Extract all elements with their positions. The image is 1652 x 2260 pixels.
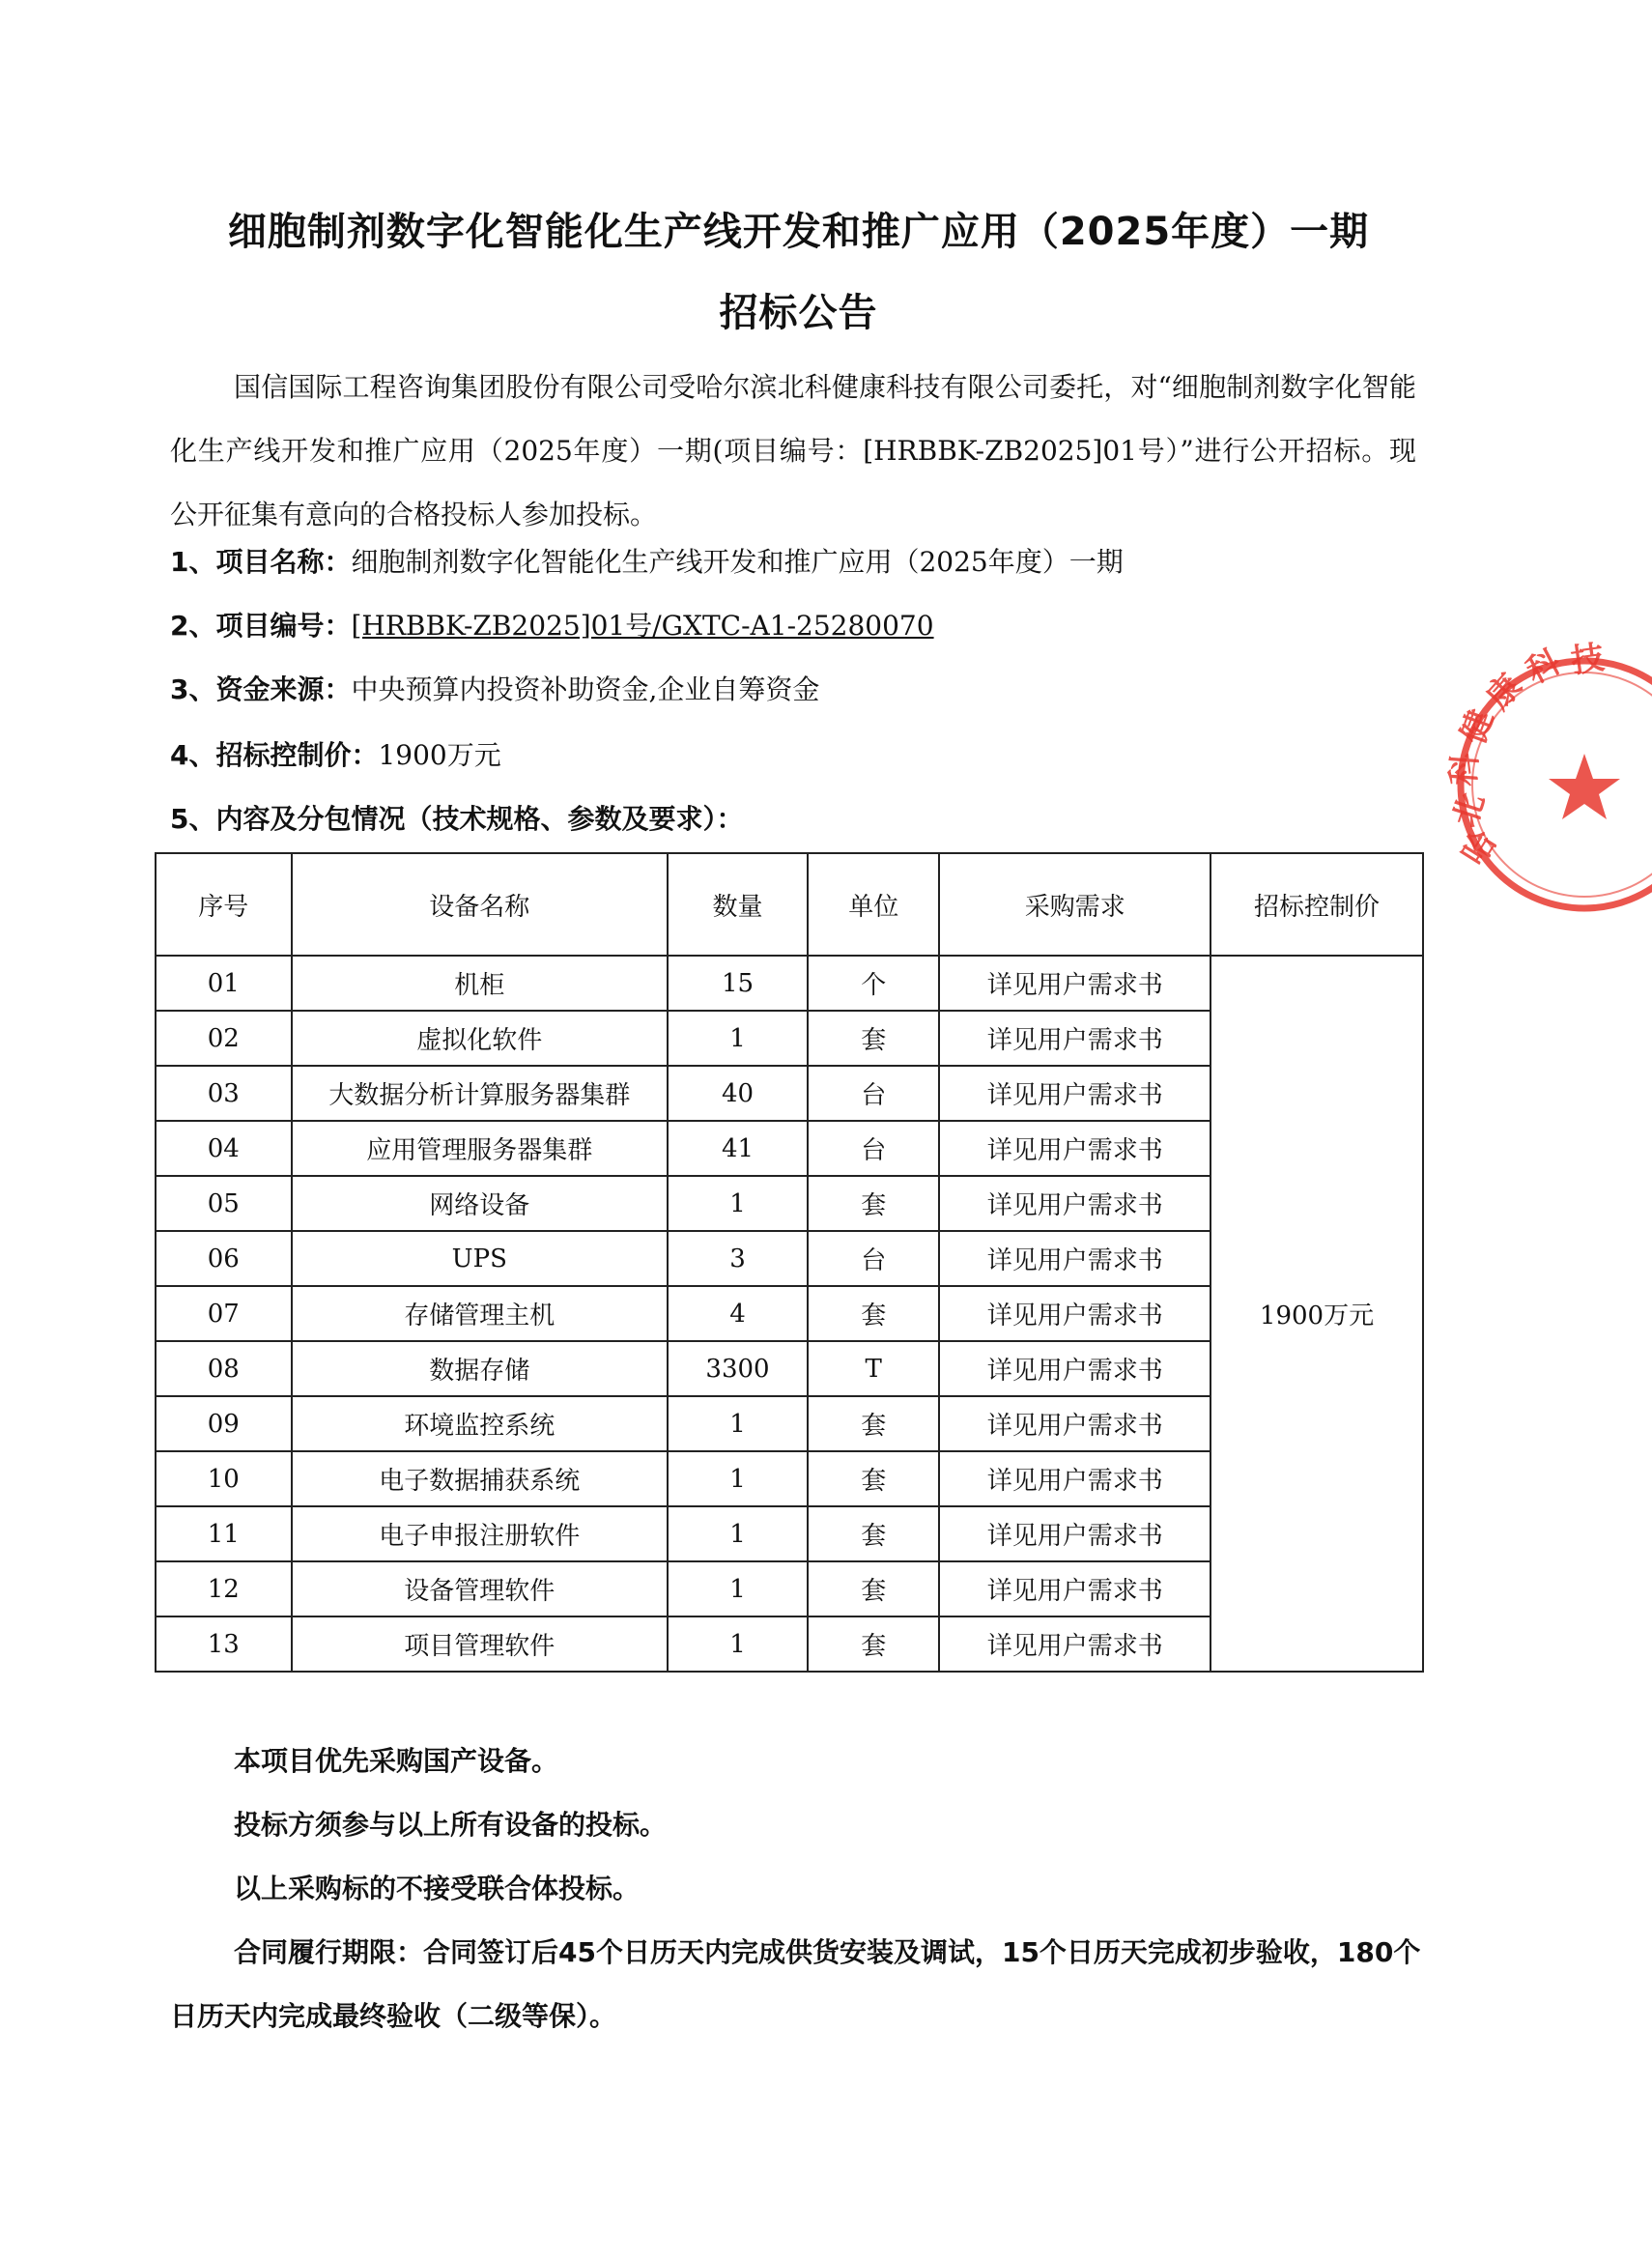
cell-name: 虚拟化软件 <box>292 1011 668 1066</box>
cell-qty: 1 <box>668 1011 808 1066</box>
cell-qty: 1 <box>668 1451 808 1506</box>
cell-name: 应用管理服务器集群 <box>292 1121 668 1176</box>
header-unit: 单位 <box>808 853 940 956</box>
cell-name: UPS <box>292 1231 668 1286</box>
cell-unit: T <box>808 1341 940 1396</box>
cell-requirement: 详见用户需求书 <box>939 1231 1211 1286</box>
cell-seq: 04 <box>156 1121 292 1176</box>
cell-requirement: 详见用户需求书 <box>939 1176 1211 1231</box>
cell-unit: 套 <box>808 1011 940 1066</box>
cell-requirement: 详见用户需求书 <box>939 1286 1211 1341</box>
company-seal-stamp <box>1439 640 1652 930</box>
cell-unit: 套 <box>808 1176 940 1231</box>
item-value: 细胞制剂数字化智能化生产线开发和推广应用（2025年度）一期 <box>351 546 1124 578</box>
cell-name: 存储管理主机 <box>292 1286 668 1341</box>
equipment-table <box>155 852 1424 1673</box>
svg-text:技: 技 <box>1568 638 1607 681</box>
cell-requirement: 详见用户需求书 <box>939 1121 1211 1176</box>
note-domestic-priority: 本项目优先采购国产设备。 <box>234 1745 559 1777</box>
cell-qty: 1 <box>668 1561 808 1616</box>
cell-unit: 套 <box>808 1286 940 1341</box>
table-header-row <box>156 853 1423 956</box>
cell-unit: 套 <box>808 1616 940 1672</box>
svg-text:哈: 哈 <box>1454 823 1505 873</box>
cell-seq: 07 <box>156 1286 292 1341</box>
item-label: 2、项目编号： <box>170 610 352 642</box>
cell-requirement: 详见用户需求书 <box>939 1341 1211 1396</box>
svg-text:健: 健 <box>1453 704 1502 750</box>
document-subtitle: 招标公告 <box>719 291 878 335</box>
intro-paragraph: 国信国际工程咨询集团股份有限公司受哈尔滨北科健康科技有限公司委托，对“细胞制剂数字化智能化生产线开发和推广应用（2025年度）一期(项目编号：[HRBBK-ZB2025]01号）”进行公开招标。现公开征集有意向的合格投标人参加投标。 <box>170 371 1416 530</box>
note-no-consortium: 以上采购标的不接受联合体投标。 <box>234 1873 641 1904</box>
note-contract-period: 合同履行期限：合同签订后45个日历天内完成供货安装及调试，15个日历天完成初步验收，180个日历天内完成最终验收（二级等保）。 <box>170 1936 1421 2032</box>
cell-qty: 1 <box>668 1616 808 1672</box>
cell-qty: 4 <box>668 1286 808 1341</box>
cell-requirement: 详见用户需求书 <box>939 956 1211 1011</box>
cell-seq: 10 <box>156 1451 292 1506</box>
header-requirement: 采购需求 <box>939 853 1211 956</box>
cell-seq: 06 <box>156 1231 292 1286</box>
document-title: 细胞制剂数字化智能化生产线开发和推广应用（2025年度）一期 <box>227 210 1370 254</box>
cell-control-price: 1900万元 <box>1211 956 1423 1672</box>
cell-seq: 02 <box>156 1011 292 1066</box>
svg-text:科: 科 <box>1444 751 1486 787</box>
cell-requirement: 详见用户需求书 <box>939 1561 1211 1616</box>
cell-requirement: 详见用户需求书 <box>939 1066 1211 1121</box>
item-value: 1900万元 <box>378 739 501 771</box>
cell-requirement: 详见用户需求书 <box>939 1451 1211 1506</box>
cell-seq: 11 <box>156 1506 292 1561</box>
cell-seq: 01 <box>156 956 292 1011</box>
item-label: 3、资金来源： <box>170 673 352 705</box>
cell-name: 项目管理软件 <box>292 1616 668 1672</box>
cell-name: 机柜 <box>292 956 668 1011</box>
cell-seq: 09 <box>156 1396 292 1451</box>
cell-seq: 05 <box>156 1176 292 1231</box>
header-control-price: 招标控制价 <box>1211 853 1423 956</box>
svg-text:科: 科 <box>1520 642 1568 692</box>
note-all-equipment: 投标方须参与以上所有设备的投标。 <box>234 1809 668 1841</box>
cell-qty: 3 <box>668 1231 808 1286</box>
item-control-price <box>170 734 501 773</box>
item-label: 1、项目名称： <box>170 546 352 578</box>
cell-unit: 套 <box>808 1396 940 1451</box>
item-label: 5、内容及分包情况（技术规格、参数及要求）： <box>170 803 744 835</box>
svg-text:北: 北 <box>1445 788 1494 832</box>
item-value: [HRBBK-ZB2025]01号/GXTC-A1-25280070 <box>351 610 934 642</box>
item-project-number <box>170 605 934 644</box>
cell-unit: 套 <box>808 1561 940 1616</box>
cell-unit: 套 <box>808 1451 940 1506</box>
cell-seq: 13 <box>156 1616 292 1672</box>
cell-name: 电子数据捕获系统 <box>292 1451 668 1506</box>
cell-qty: 1 <box>668 1396 808 1451</box>
cell-requirement: 详见用户需求书 <box>939 1011 1211 1066</box>
header-quantity: 数量 <box>668 853 808 956</box>
cell-seq: 12 <box>156 1561 292 1616</box>
cell-name: 设备管理软件 <box>292 1561 668 1616</box>
cell-requirement: 详见用户需求书 <box>939 1616 1211 1672</box>
cell-name: 数据存储 <box>292 1341 668 1396</box>
cell-qty: 40 <box>668 1066 808 1121</box>
cell-qty: 1 <box>668 1176 808 1231</box>
cell-requirement: 详见用户需求书 <box>939 1506 1211 1561</box>
cell-name: 电子申报注册软件 <box>292 1506 668 1561</box>
item-project-name <box>170 541 1124 580</box>
cell-unit: 套 <box>808 1506 940 1561</box>
cell-unit: 个 <box>808 956 940 1011</box>
cell-name: 大数据分析计算服务器集群 <box>292 1066 668 1121</box>
cell-qty: 3300 <box>668 1341 808 1396</box>
cell-qty: 41 <box>668 1121 808 1176</box>
cell-requirement: 详见用户需求书 <box>939 1396 1211 1451</box>
item-content-packages <box>170 798 744 837</box>
cell-seq: 08 <box>156 1341 292 1396</box>
header-equipment-name: 设备名称 <box>292 853 668 956</box>
cell-qty: 15 <box>668 956 808 1011</box>
cell-qty: 1 <box>668 1506 808 1561</box>
item-value: 中央预算内投资补助资金,企业自筹资金 <box>351 673 820 705</box>
item-fund-source <box>170 669 819 707</box>
cell-unit: 台 <box>808 1066 940 1121</box>
cell-unit: 台 <box>808 1121 940 1176</box>
item-label: 4、招标控制价： <box>170 739 379 771</box>
svg-text:康: 康 <box>1478 666 1530 718</box>
header-seq: 序号 <box>156 853 292 956</box>
table-row <box>156 956 1423 1011</box>
notes-block <box>170 1730 1426 2048</box>
cell-name: 网络设备 <box>292 1176 668 1231</box>
cell-unit: 台 <box>808 1231 940 1286</box>
cell-seq: 03 <box>156 1066 292 1121</box>
cell-name: 环境监控系统 <box>292 1396 668 1451</box>
